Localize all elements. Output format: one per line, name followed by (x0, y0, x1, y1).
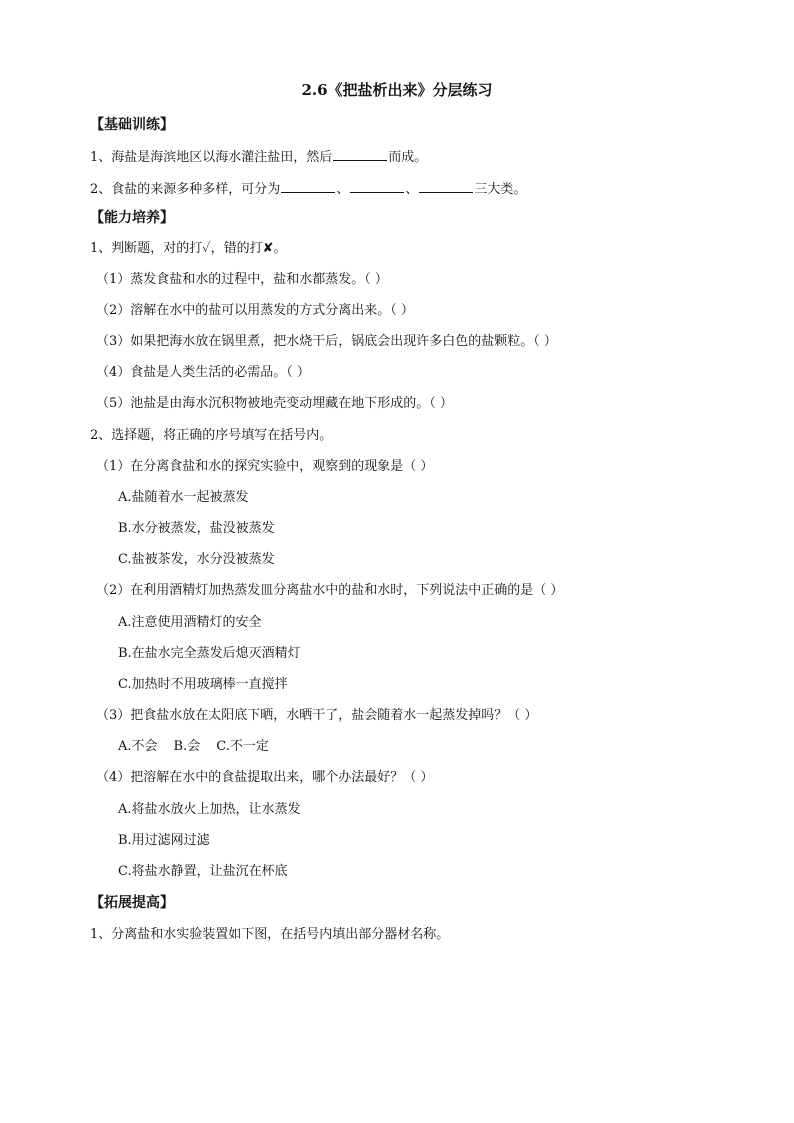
choice-option: C.不一定 (216, 739, 269, 754)
page-title: 2.6《把盐析出来》分层练习 (301, 81, 493, 99)
choice-option: A.注意使用酒精灯的安全 (118, 615, 262, 630)
choice-option: B.在盐水完全蒸发后熄灭酒精灯 (118, 646, 301, 661)
judge-item: （1）蒸发食盐和水的过程中，盐和水都蒸发。（ ） (96, 272, 388, 287)
section-heading-extend: 【拓展提高】 (90, 895, 174, 911)
judge-instruction: 1、判断题，对的打✓，错的打✘。 (90, 241, 287, 256)
choice-instruction: 2、选择题，将正确的序号填写在括号内。 (90, 428, 333, 443)
basic-question-1 (90, 147, 427, 167)
question-text: 而成。 (388, 150, 428, 165)
judge-item: （2）溶解在水中的盐可以用蒸发的方式分离出来。（ ） (96, 303, 414, 318)
choice-option: C.盐被茶发，水分没被蒸发 (118, 552, 275, 567)
choice-question-stem: （2）在利用酒精灯加热蒸发皿分离盐水中的盐和水时，下列说法中正确的是（ ） (96, 583, 564, 598)
answer-blank[interactable] (419, 179, 473, 193)
judge-item: （4）食盐是人类生活的必需品。（ ） (96, 365, 310, 380)
choice-question-stem: （3）把食盐水放在太阳底下晒，水晒干了，盐会随着水一起蒸发掉吗？（ ） (96, 708, 538, 723)
choice-option: B.用过滤网过滤 (118, 833, 210, 848)
choice-options-inline (118, 738, 269, 756)
choice-option: A.盐随着水一起被蒸发 (118, 490, 249, 505)
choice-option: B.会 (173, 739, 201, 754)
question-text: 1、海盐是海滨地区以海水灌注盐田，然后 (90, 150, 333, 165)
answer-blank[interactable] (350, 179, 404, 193)
choice-question-stem: （1）在分离食盐和水的探究实验中，观察到的现象是（ ） (96, 459, 434, 474)
separator: 、 (405, 182, 419, 197)
section-heading-ability: 【能力培养】 (90, 210, 174, 226)
question-text: 2、食盐的来源多种多样，可分为 (90, 182, 281, 197)
basic-question-2 (90, 179, 526, 199)
separator: 、 (336, 182, 350, 197)
choice-option: C.将盐水静置，让盐沉在杯底 (118, 864, 288, 879)
answer-blank[interactable] (333, 147, 387, 161)
judge-item: （5）池盐是由海水沉积物被地壳变动埋藏在地下形成的。（ ） (96, 396, 453, 411)
question-text: 三大类。 (474, 182, 527, 197)
choice-option: C.加热时不用玻璃棒一直搅拌 (118, 677, 288, 692)
choice-option: B.水分被蒸发，盐没被蒸发 (118, 521, 275, 536)
choice-option: A.不会 (118, 739, 158, 754)
choice-question-stem: （4）把溶解在水中的食盐提取出来，哪个办法最好？（ ） (96, 770, 434, 785)
choice-option: A.将盐水放火上加热，让水蒸发 (118, 802, 301, 817)
extend-question-1: 1、分离盐和水实验装置如下图，在括号内填出部分器材名称。 (90, 927, 450, 942)
section-heading-basic: 【基础训练】 (90, 117, 174, 133)
answer-blank[interactable] (281, 179, 335, 193)
judge-item: （3）如果把海水放在锅里煮，把水烧干后，锅底会出现许多白色的盐颗粒。（ ） (96, 334, 557, 349)
